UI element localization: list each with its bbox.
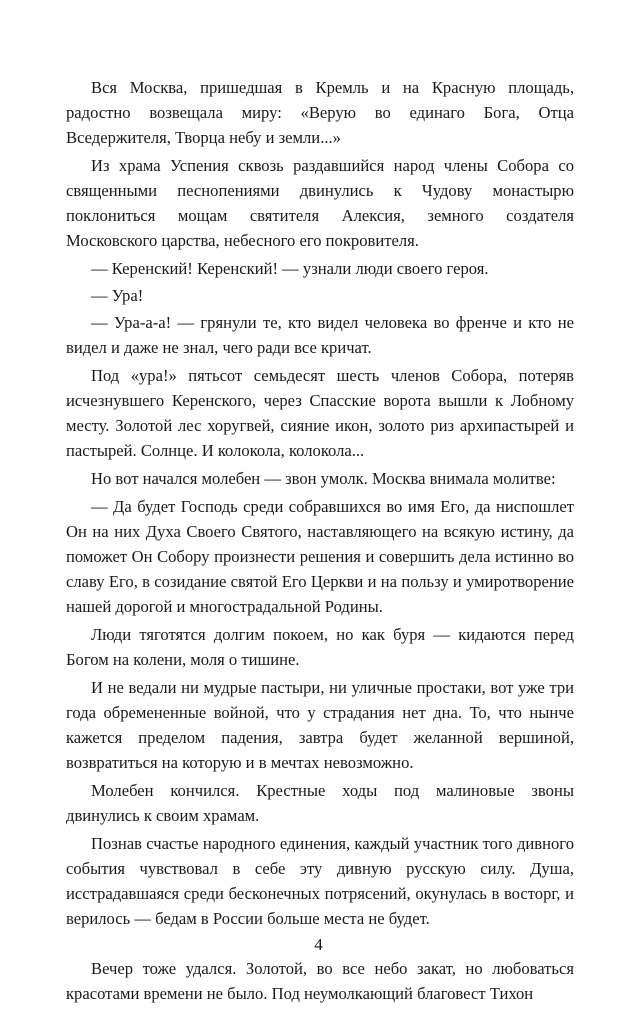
paragraph: Люди тяготятся долгим покоем, но как буря — кидаются перед Богом на колени, моля о тишине.	[66, 625, 574, 669]
paragraph: Из храма Успения сквозь раздавшийся народ члены Собора со священными песнопениями двинулись к Чудову монастырю поклониться мощам святителя Алексия, земного создателя Московского царства, небесного его покровителя.	[66, 156, 574, 250]
dialog-line: — Керенский! Керенский! — узнали люди своего героя.	[91, 259, 489, 278]
paragraph: И не ведали ни мудрые пастыри, ни уличные простаки, вот уже три года обремененные войной, что у страдания нет дна. То, что нынче кажется пределом падения, завтра будет желанной вершиной, возвратиться на которую и в мечтах невозможно.	[66, 678, 574, 772]
paragraph: Под «ура!» пятьсот семьдесят шесть членов Собора, потеряв исчезнувшего Керенского, через Спасские ворота вышли к Лобному месту. Золотой лес хоругвей, сияние икон, золото риз архипастырей и пастырей. Солнце. И колокола, колокола...	[66, 366, 574, 460]
paragraph: Познав счастье народного единения, каждый участник того дивного события чувствовал в себе эту дивную русскую силу. Душа, исстрадавшаяся среди бесконечных потрясений, окунулась в восторг, и верилось — бедам в России больше места не будет.	[66, 834, 574, 928]
page-number: 4	[314, 935, 323, 954]
body-text	[66, 75, 574, 1009]
paragraph: Но вот начался молебен — звон умолк. Москва внимала молитве:	[91, 469, 556, 488]
dialog-line: — Ура!	[91, 286, 144, 305]
paragraph: Молебен кончился. Крестные ходы под малиновые звоны двинулись к своим храмам.	[66, 781, 574, 825]
dialog-line: — Ура-а-а! — грянули те, кто видел человека во френче и кто не видел и даже не знал, чего ради все кричат.	[66, 313, 574, 357]
prayer-paragraph: — Да будет Господь среди собравшихся во имя Его, да ниспошлет Он на них Духа Своего Святого, наставляющего на всякую истину, да поможет Он Собору произнести решения и совершить дела истинно во славу Его, в созидание святой Его Церкви и на пользу и умиротворение нашей дорогой и многострадальной Родины.	[66, 497, 574, 616]
paragraph: Вечер тоже удался. Золотой, во все небо закат, но любоваться красотами времени не было. Под неумолкающий благовест Тихон	[66, 959, 574, 1003]
paragraph: Вся Москва, пришедшая в Кремль и на Красную площадь, радостно возвещала миру: «Верую во единаго Бога, Отца Вседержителя, Творца небу и земли...»	[66, 78, 574, 147]
